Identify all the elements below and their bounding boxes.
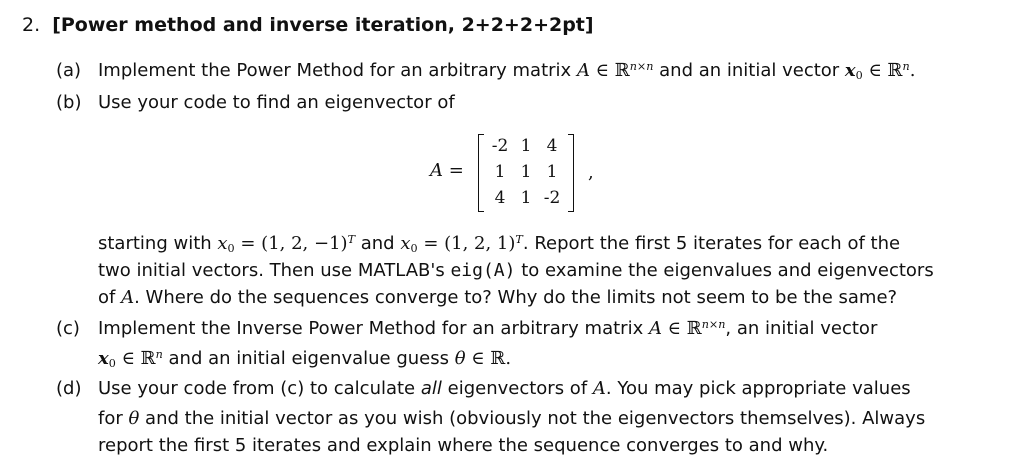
part-c	[56, 318, 877, 339]
part-c-l1: Implement the Inverse Power Method for an arbitrary matrix	[98, 318, 649, 339]
matrix-cell: 1	[520, 136, 532, 156]
matrix-cell: 4	[546, 136, 558, 156]
part-a-label: (a)	[56, 60, 82, 81]
problem-title	[22, 14, 594, 36]
part-d-line2	[98, 405, 958, 432]
part-b-p1b: and	[355, 233, 401, 254]
part-c-label: (c)	[56, 318, 80, 339]
left-bracket	[478, 134, 484, 212]
part-b-p3a: of	[98, 287, 122, 308]
matrix-cell: 1	[520, 188, 532, 208]
part-c-math-theta: θ ∈ ℝ.	[454, 348, 512, 369]
matrix-equation	[430, 132, 610, 214]
part-b-p1a: starting with	[98, 233, 218, 254]
part-d-theta: θ	[128, 408, 140, 429]
part-c-line2	[98, 345, 958, 372]
part-d-l2a: for	[98, 408, 129, 429]
part-a-text2: and an initial vector	[653, 60, 845, 81]
part-d	[56, 378, 911, 399]
matrix-cell: 1	[546, 162, 558, 182]
part-d-l1a: Use your code from (c) to calculate	[98, 378, 421, 399]
part-c-l2a: and an initial eigenvalue guess	[162, 348, 455, 369]
right-bracket	[568, 134, 574, 212]
part-d-A: A	[592, 378, 606, 399]
part-b-x0-second: $x_0 = (1$, 2, 1)$^T$	[400, 233, 523, 256]
matrix-lhs: A =	[430, 160, 464, 181]
part-b-line3	[98, 284, 958, 311]
part-b-text1: Use your code to find an eigenvector of	[98, 92, 455, 113]
problem-heading: [Power method and inverse iteration, 2+2+2+2pt]	[52, 14, 594, 36]
part-b-line1	[98, 230, 958, 257]
part-b-p1c: . Report the first 5 iterates for each of the	[522, 233, 901, 254]
part-b-p2b: to examine the eigenvalues and eigenvectors	[515, 260, 934, 281]
part-a	[56, 60, 915, 81]
part-a-text1: Implement the Power Method for an arbitrary matrix	[98, 60, 577, 81]
part-d-all: all	[420, 378, 442, 399]
part-b-label: (b)	[56, 92, 82, 113]
matrix-cell: 1	[520, 162, 532, 182]
part-c-l1b: , an initial vector	[725, 318, 878, 339]
part-b-p2: two initial vectors. Then use MATLAB's	[98, 260, 451, 281]
part-d-l3: report the first 5 iterates and explain where the sequence converges to and why.	[98, 435, 829, 456]
eig-code: eig(A)	[450, 260, 516, 281]
part-d-l2b: and the initial vector as you wish (obviously not the eigenvectors themselves). Always	[139, 408, 926, 429]
matrix-cell: -2	[543, 188, 561, 208]
part-c-math-matrix: A ∈ ℝ$^{n\times n}$	[648, 318, 726, 339]
part-c-math-vector: $x_0$ ∈ ℝ$^n$	[98, 348, 163, 371]
part-a-math-vector: $x_0$ ∈ ℝ$^n$.	[844, 60, 916, 83]
part-d-line3	[98, 432, 958, 459]
matrix-cell: 4	[494, 188, 506, 208]
matrix-cell: -2	[491, 136, 509, 156]
part-a-math-matrix: A ∈ ℝ$^{n\times n}$	[576, 60, 654, 81]
problem-number: 2.	[22, 14, 41, 36]
part-b-line2	[98, 257, 958, 284]
part-d-l1b: eigenvectors of	[441, 378, 593, 399]
part-d-l1c: . You may pick appropriate values	[605, 378, 911, 399]
part-b-A: A	[121, 287, 135, 308]
part-b-x0-first: $x_0 = (1$, 2, −1)$^T$	[217, 233, 356, 256]
part-b	[56, 92, 455, 113]
matrix-comma: ,	[588, 162, 594, 183]
part-d-label: (d)	[56, 378, 82, 399]
part-b-p3b: . Where do the sequences converge to? Why do the limits not seem to be the same?	[134, 287, 898, 308]
matrix-cell: 1	[494, 162, 506, 182]
